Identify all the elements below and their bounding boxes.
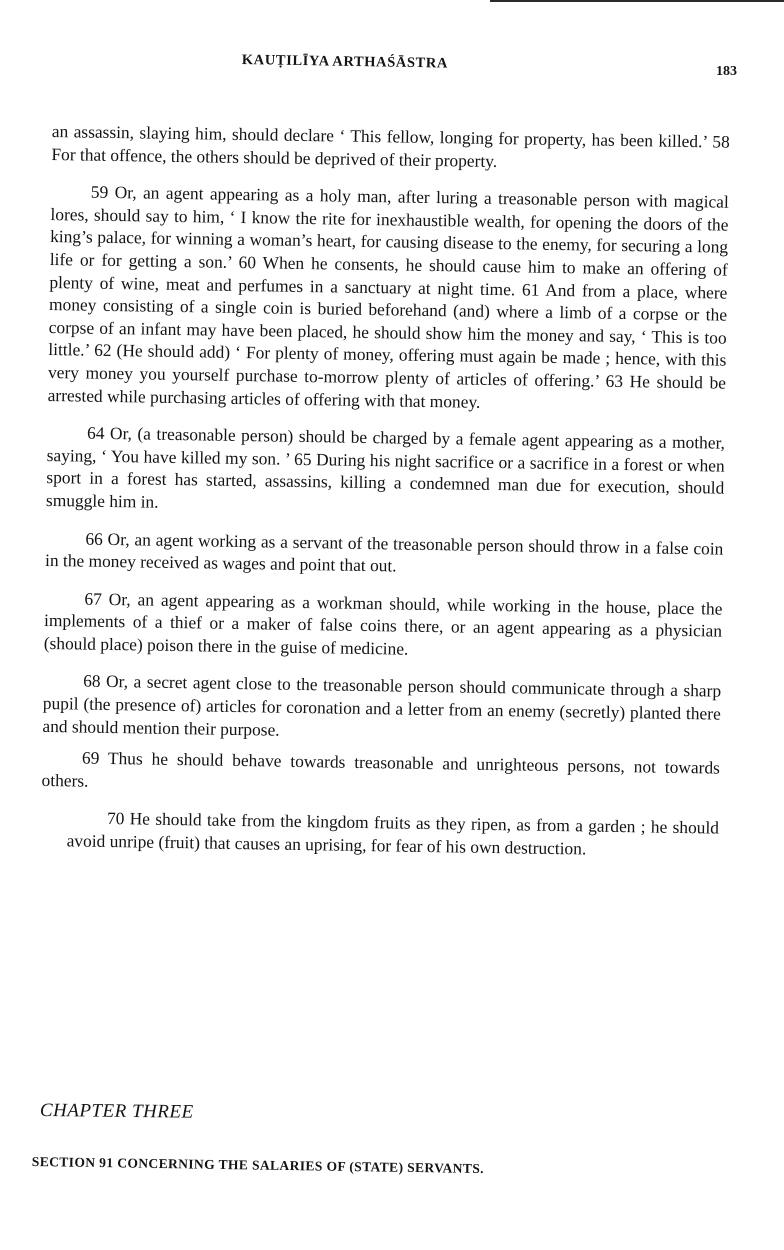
body-text <box>40 120 730 877</box>
paragraph-70: 70 He should take from the kingdom fruits as they ripen, as from a garden ; he should avoid unripe (fruit) that causes an uprising, for fear of his own destruction. <box>66 808 720 859</box>
running-head: KAUṬILĪYA ARTHAŚĀSTRA <box>241 52 449 72</box>
paragraph-continuation: an assassin, slaying him, should declare ‘ This fellow, longing for property, has been killed.’ 58 For that offence, the others should be deprived of their property. <box>51 120 730 171</box>
paragraph-64: 64 Or, (a treasonable person) should be charged by a female agent appearing as a mother, saying, ‘ You have killed my son. ’ 65 During his night sacrifice or a sacrifice in a forest or when sport in a forest has started, assassins, killing a condemned man due for execution, should smuggle him in. <box>45 422 726 512</box>
section-heading: SECTION 91 CONCERNING THE SALARIES OF (STATE) SERVANTS. <box>31 1154 485 1177</box>
paragraph-67: 67 Or, an agent appearing as a workman should, while working in the house, place the implements of a thief or a maker of false coins there, or an agent appearing as a physician (should place) poison there in the guise of medicine. <box>43 588 723 659</box>
chapter-heading: CHAPTER THREE <box>39 1100 194 1123</box>
top-rule <box>490 0 784 2</box>
paragraph-68: 68 Or, a secret agent close to the treasonable person should communicate through a sharp pupil (the presence of) articles for coronation and a letter from an enemy (secretly) planted there and should mention their purpose. <box>42 671 722 740</box>
paragraph-66: 66 Or, an agent working as a servant of the treasonable person should throw in a false coin in the money received as wages and point that out. <box>44 528 724 576</box>
paragraph-59: 59 Or, an agent appearing as a holy man, after luring a treasonable person with magical lores, should say to him, ‘ I know the rite for inexhaustible wealth, for opening the doors of the king’s palace, for winning a woman’s heart, for causing disease to the enemy, for securing a long life or for getting a son.’ 60 When he consents, he should cause him to make an offering of plenty of wine, meat and perfumes in a sanctuary at night time. 61 And from a place, where money consisting of a single coin is buried beforehand (and) where a limb of a corpse or the corpse of an infant may have been placed, he should show him the money and say, ‘ This is too little.’ 62 (He should add) ‘ For plenty of money, offering must again be made ; hence, with this very money you yourself purchase to-morrow plenty of articles of offering.’ 63 He should be arrested while purchasing articles of offering with that money. <box>47 181 729 412</box>
paragraph-69: 69 Thus he should behave towards treasonable and unrighteous persons, not towards others. <box>41 747 721 791</box>
page-number: 183 <box>716 64 737 79</box>
